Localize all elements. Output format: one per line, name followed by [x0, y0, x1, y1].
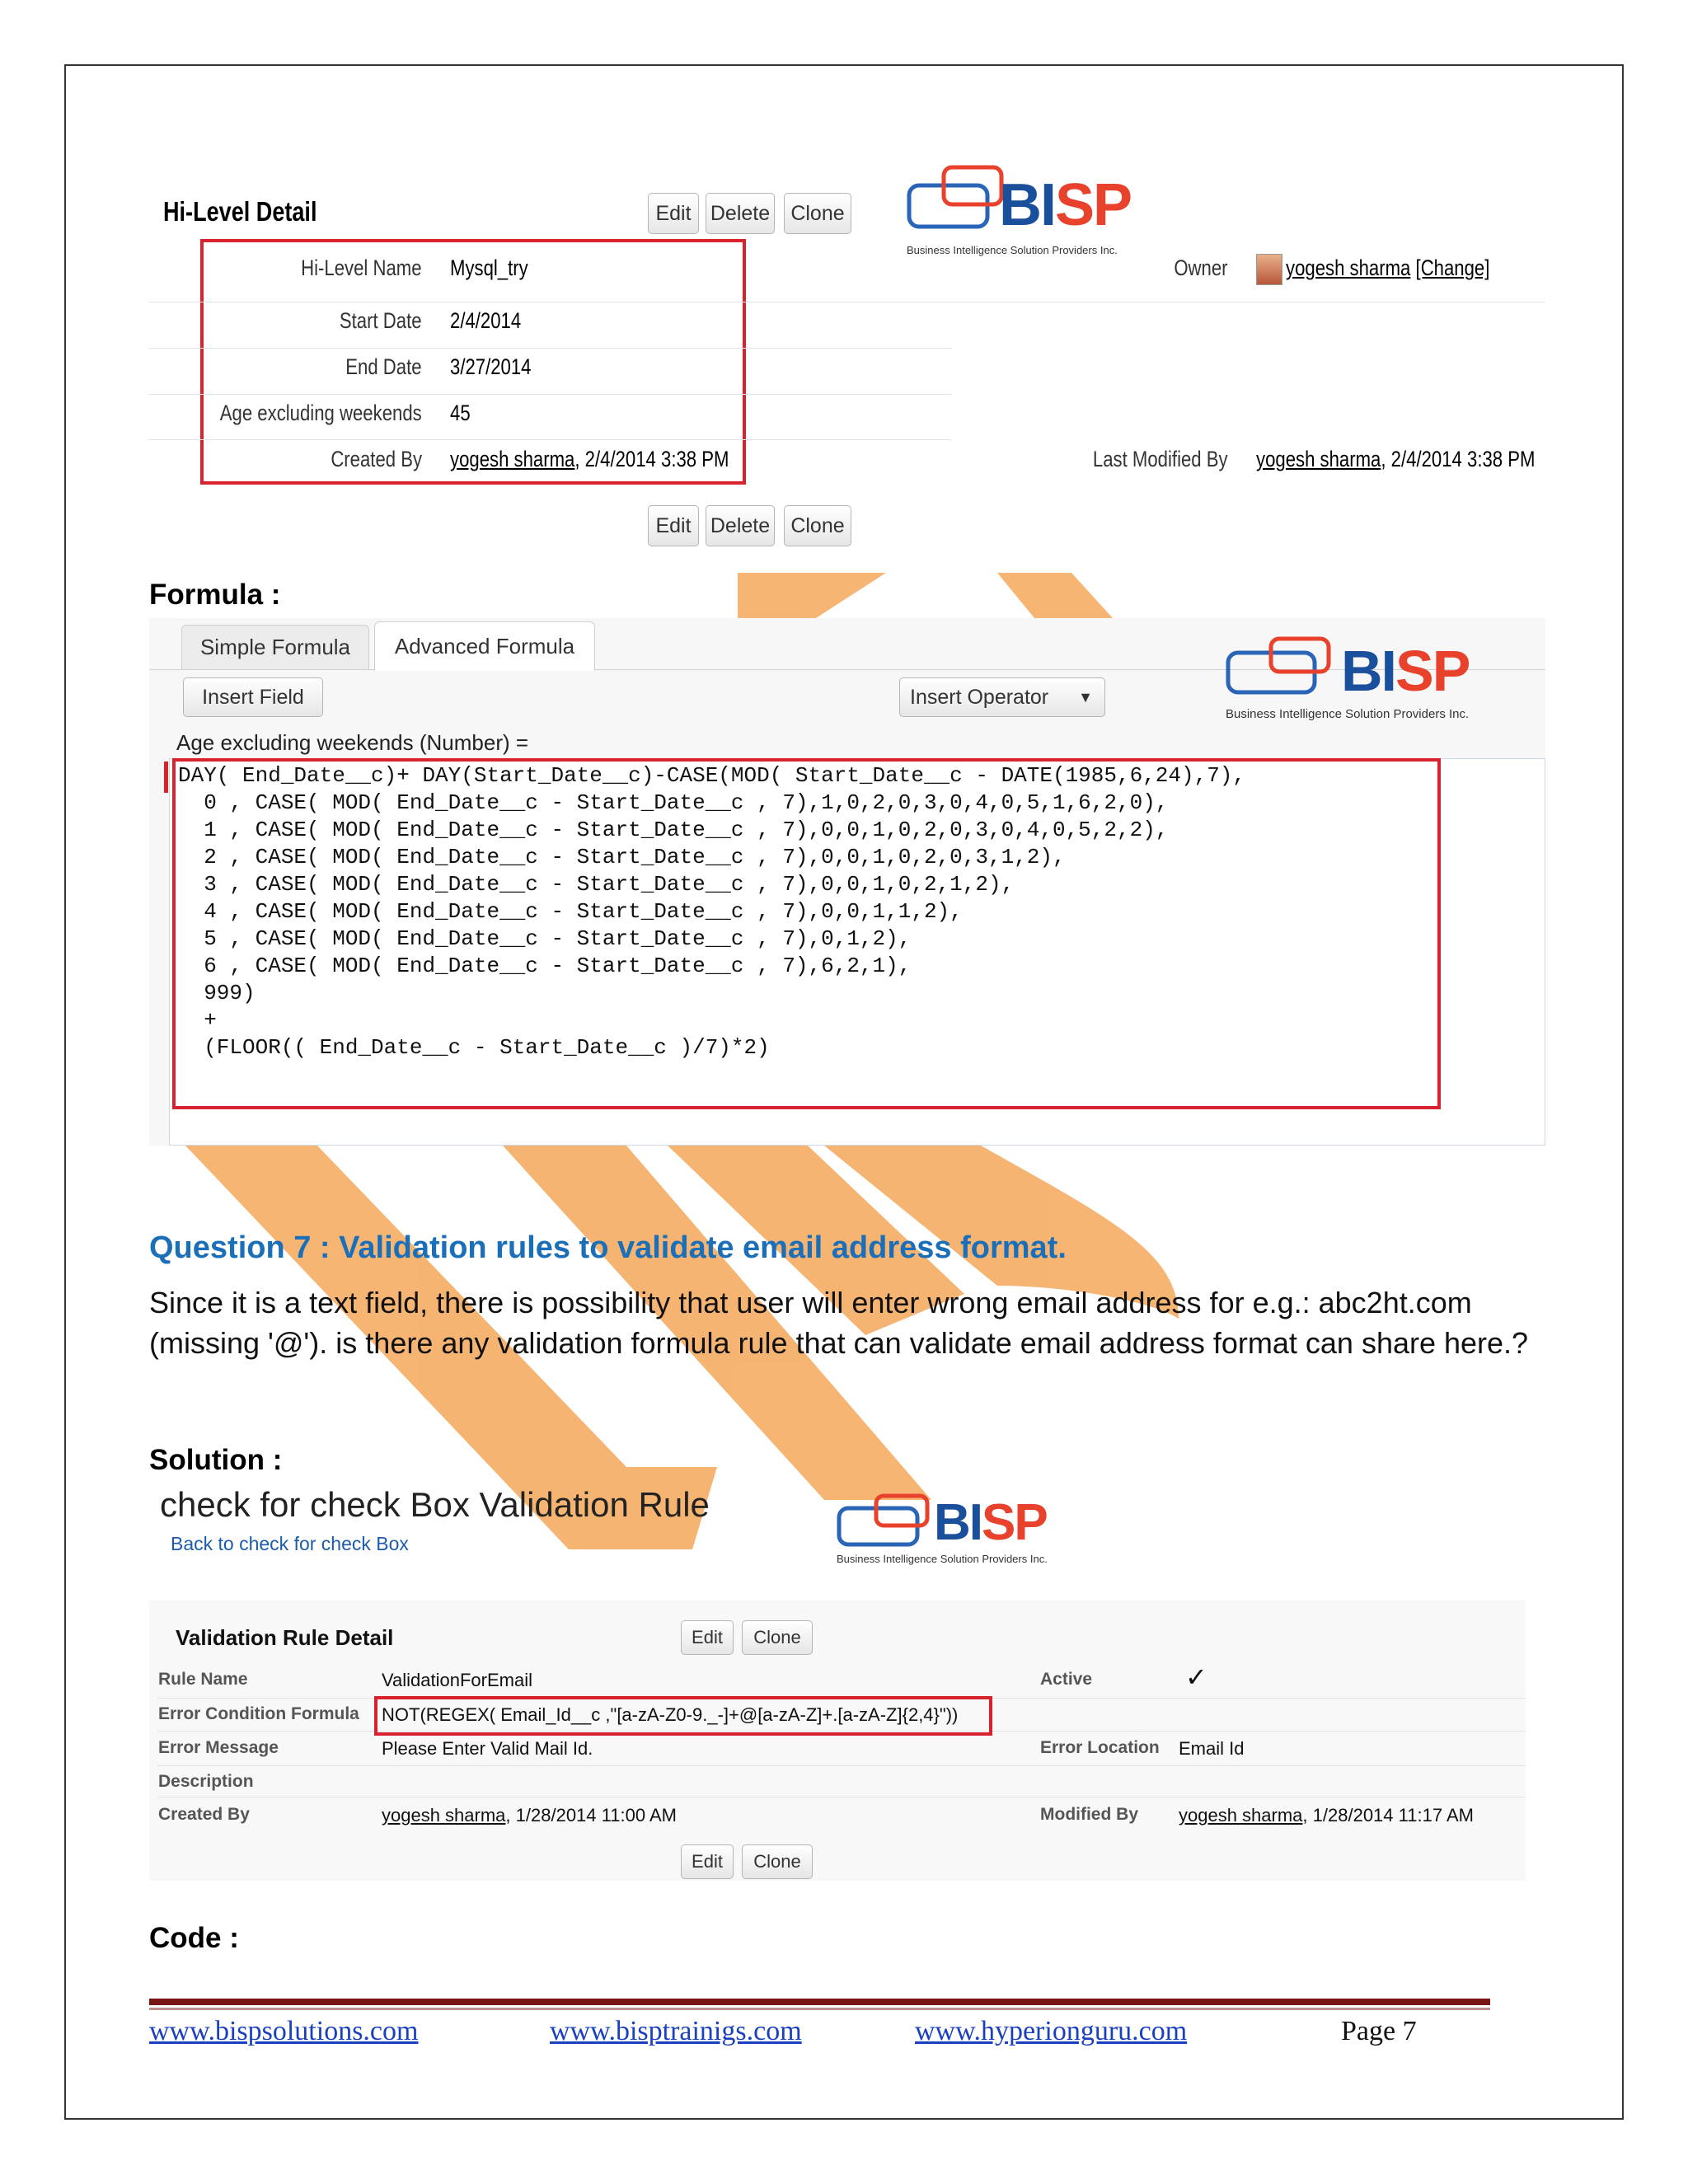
bisp-logo-text-b: BI [934, 1494, 982, 1551]
formula-field-label: Age excluding weekends (Number) = [176, 730, 529, 755]
code-line: DAY( End_Date__c)+ DAY(Start_Date__c)-CASE(MOD( Start_Date__c - DATE(1985,6,24),7), [178, 763, 1246, 788]
modified-value [1256, 447, 1535, 472]
insert-operator-dropdown[interactable] [899, 677, 1105, 717]
clone-button-bottom[interactable]: Clone [784, 505, 851, 546]
bisp-logo [1226, 636, 1489, 727]
divider [148, 348, 952, 349]
divider [148, 394, 952, 395]
solution-heading: Solution : [149, 1444, 283, 1476]
bisp-tagline: Business Intelligence Solution Providers Inc. [837, 1553, 1048, 1565]
divider [157, 1765, 1526, 1766]
bisp-logo [907, 165, 1132, 264]
code-line: 0 , CASE( MOD( End_Date__c - Start_Date__c , 7),1,0,2,0,3,0,4,0,5,1,6,2,0), [178, 790, 1169, 815]
error-message-label: Error Message [158, 1738, 279, 1757]
code-line: 4 , CASE( MOD( End_Date__c - Start_Date__c , 7),0,0,1,1,2), [178, 899, 963, 924]
validation-clone-button-bottom[interactable]: Clone [742, 1844, 813, 1879]
highlight-box-regex [374, 1696, 992, 1736]
highlight-box-formula [172, 758, 1441, 1109]
active-label: Active [1040, 1670, 1093, 1689]
question-body: Since it is a text field, there is possibility that user will enter wrong email address for e.g.: abc2ht.com (missing '@'). is there any validation formula rule that can validate email address format can share here.? [149, 1286, 1529, 1360]
watermark-stroke-1 [738, 573, 886, 618]
bisp-logo-text-r: SP [1395, 639, 1470, 703]
error-location-label: Error Location [1040, 1738, 1160, 1757]
field-label-name: Hi-Level Name [301, 255, 422, 280]
hilevel-title: Hi-Level Detail [163, 196, 317, 227]
footer-rule-thin [149, 2008, 1490, 2010]
validation-clone-button-top[interactable]: Clone [742, 1620, 813, 1655]
rule-name-label: Rule Name [158, 1670, 248, 1689]
field-label-created: Created By [331, 447, 422, 471]
code-line: 6 , CASE( MOD( End_Date__c - Start_Date__c , 7),6,2,1), [178, 954, 912, 978]
code-line: 999) [178, 981, 256, 1005]
validation-created-label: Created By [158, 1805, 250, 1824]
validation-modified-label: Modified By [1040, 1805, 1138, 1824]
code-heading: Code : [149, 1922, 239, 1954]
bisp-logo-text-b: BI [999, 172, 1055, 238]
edit-button-bottom[interactable]: Edit [648, 505, 699, 546]
delete-button-bottom[interactable]: Delete [706, 505, 775, 546]
modified-date: , 2/4/2014 3:38 PM [1381, 447, 1536, 471]
validation-edit-button-top[interactable]: Edit [681, 1620, 734, 1655]
footer-link-bispsolutions[interactable]: www.bispsolutions.com [149, 2016, 419, 2046]
formula-heading: Formula : [149, 579, 281, 611]
edit-button-top[interactable]: Edit [648, 193, 699, 234]
modified-label: Last Modified By [1093, 447, 1228, 471]
checkmark-icon: ✓ [1185, 1662, 1207, 1692]
bisp-logo-icon [907, 165, 1006, 243]
chevron-down-icon: ▼ [1078, 688, 1093, 705]
validation-created-date: , 1/28/2014 11:00 AM [505, 1805, 677, 1825]
field-label-age: Age excluding weekends [220, 401, 422, 425]
modified-by-link[interactable]: yogesh sharma [1256, 447, 1381, 471]
bisp-logo-icon [1226, 636, 1333, 702]
owner-label: Owner [1174, 255, 1228, 280]
bisp-logo-text-r: SP [982, 1494, 1047, 1551]
owner-link[interactable]: yogesh sharma [1286, 255, 1411, 280]
rule-name-value: ValidationForEmail [382, 1670, 533, 1690]
delete-button-top[interactable]: Delete [706, 193, 775, 234]
bisp-logo-icon [837, 1493, 935, 1553]
field-label-start: Start Date [340, 308, 422, 333]
tab-simple-formula[interactable]: Simple Formula [181, 625, 369, 669]
tab-advanced-formula[interactable]: Advanced Formula [374, 621, 595, 671]
field-value-created [450, 447, 729, 472]
code-line: 5 , CASE( MOD( End_Date__c - Start_Date__c , 7),0,1,2), [178, 926, 912, 951]
description-label: Description [158, 1772, 254, 1791]
insert-operator-label: Insert Operator [910, 685, 1049, 709]
footer-link-hyperionguru[interactable]: www.hyperionguru.com [915, 2016, 1188, 2046]
field-value-name: Mysql_try [450, 255, 528, 280]
field-value-end: 3/27/2014 [450, 354, 532, 379]
back-link[interactable]: Back to check for check Box [171, 1533, 409, 1554]
bisp-logo-text-r: SP [1055, 172, 1132, 238]
error-message-value: Please Enter Valid Mail Id. [382, 1738, 593, 1759]
validation-created-value [382, 1805, 677, 1826]
created-date: , 2/4/2014 3:38 PM [574, 447, 729, 471]
validation-modified-date: , 1/28/2014 11:17 AM [1302, 1805, 1474, 1825]
bisp-logo-text-b: BI [1341, 639, 1395, 703]
field-value-start: 2/4/2014 [450, 308, 522, 333]
validation-created-link[interactable]: yogesh sharma [382, 1805, 506, 1825]
bisp-logo [837, 1493, 1059, 1576]
field-label-end: End Date [345, 354, 422, 379]
divider [148, 439, 952, 440]
formula-value: NOT(REGEX( Email_Id__c ,"[a-zA-Z0-9._-]+@[a-zA-Z]+.[a-zA-Z]{2,4}")) [382, 1704, 959, 1725]
validation-page-title: check for check Box Validation Rule [160, 1485, 710, 1524]
field-value-age: 45 [450, 401, 471, 425]
footer-link-bisptrainigs[interactable]: www.bisptrainigs.com [550, 2016, 802, 2046]
page-number: Page 7 [1341, 2016, 1417, 2046]
formula-label: Error Condition Formula [158, 1704, 359, 1723]
validation-edit-button-bottom[interactable]: Edit [681, 1844, 734, 1879]
change-owner-link[interactable]: [Change] [1415, 255, 1490, 280]
validation-detail-title: Validation Rule Detail [176, 1625, 394, 1650]
code-line: 1 , CASE( MOD( End_Date__c - Start_Date__c , 7),0,0,1,0,2,0,3,0,4,0,5,2,2), [178, 818, 1169, 842]
footer-rule [149, 1999, 1490, 2005]
insert-field-button[interactable]: Insert Field [183, 677, 323, 717]
created-by-link[interactable]: yogesh sharma [450, 447, 575, 471]
bisp-tagline: Business Intelligence Solution Providers Inc. [1226, 707, 1470, 721]
code-line: + [178, 1008, 217, 1033]
text-cursor [164, 762, 168, 793]
owner-value [1286, 255, 1489, 281]
error-location-value: Email Id [1179, 1738, 1245, 1759]
clone-button-top[interactable]: Clone [784, 193, 851, 234]
code-line: (FLOOR(( End_Date__c - Start_Date__c )/7)*2) [178, 1035, 770, 1060]
avatar [1256, 254, 1282, 285]
validation-modified-link[interactable]: yogesh sharma [1179, 1805, 1303, 1825]
watermark-stroke-2 [997, 573, 1113, 618]
bisp-tagline: Business Intelligence Solution Providers Inc. [907, 244, 1118, 256]
code-line: 2 , CASE( MOD( End_Date__c - Start_Date__c , 7),0,0,1,0,2,0,3,1,2), [178, 845, 1066, 869]
question-title: Question 7 : Validation rules to validate email address format. [149, 1230, 1067, 1265]
code-line: 3 , CASE( MOD( End_Date__c - Start_Date__c , 7),0,0,1,0,2,1,2), [178, 872, 1015, 897]
validation-modified-value [1179, 1805, 1474, 1826]
